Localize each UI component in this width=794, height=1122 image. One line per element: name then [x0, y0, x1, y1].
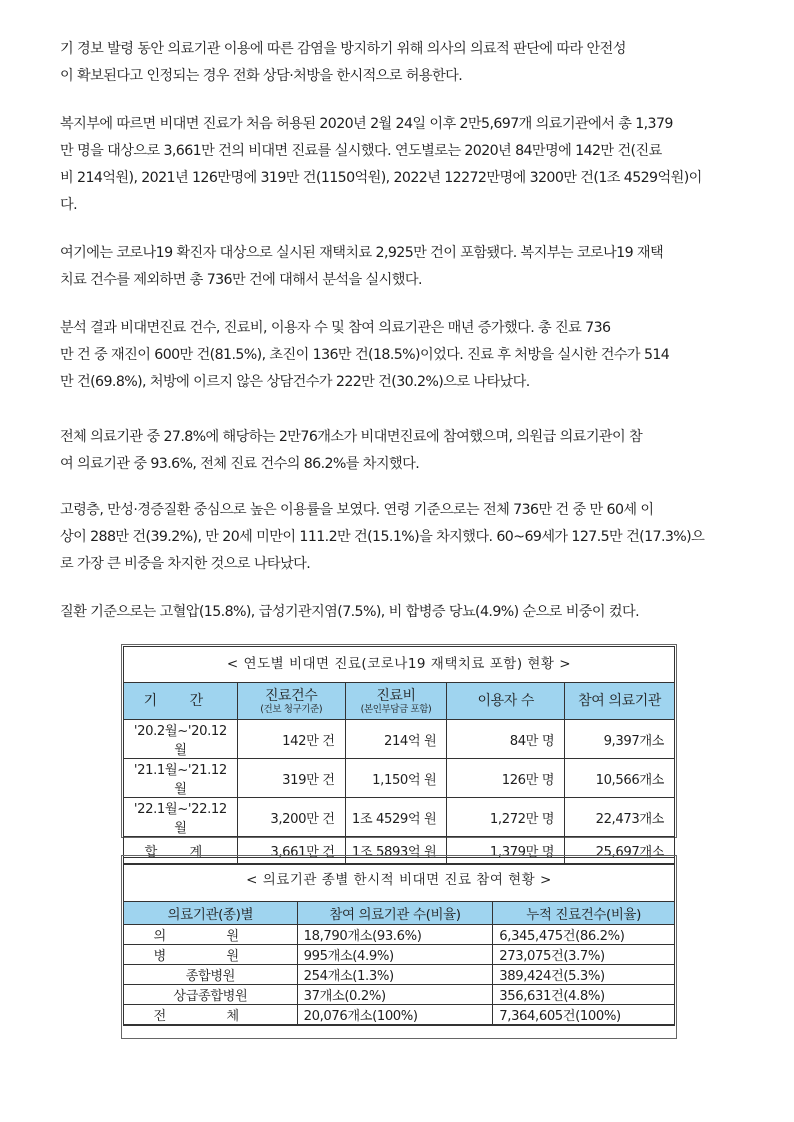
header-type: 의료기관(종)별	[124, 902, 298, 925]
text-line: 만 건(69.8%), 처방에 이르지 않은 상담건수가 222만 건(30.2%)으로 나타났다.	[60, 374, 530, 390]
table1-caption: < 연도별 비대면 진료(코로나19 재택치료 포함) 현황 >	[123, 646, 675, 682]
table-header-row	[124, 902, 675, 925]
text-line: 비 214억원), 2021년 126만명에 319만 건(1150억원), 2022년 12272만명에 3200만 건(1조 4529억원)이	[60, 170, 702, 186]
cell-period: 합 계	[124, 837, 238, 865]
cell-type: 병 원	[124, 945, 298, 965]
cell-type: 상급종합병원	[124, 985, 298, 1005]
text-line: 복지부에 따르면 비대면 진료가 처음 허용된 2020년 2월 24일 이후 2만5,697개 의료기관에서 총 1,379	[60, 116, 673, 132]
cell-institutions: 22,473개소	[565, 798, 675, 837]
table-row	[124, 759, 675, 798]
paragraph-6	[60, 497, 750, 578]
cell-cumulative: 6,345,475건(86.2%)	[493, 925, 675, 945]
cell-users: 84만 명	[447, 720, 565, 759]
cell-type: 의 원	[124, 925, 298, 945]
text-line: 여기에는 코로나19 확진자 대상으로 실시된 재택치료 2,925만 건이 포함됐다. 복지부는 코로나19 재택	[60, 245, 664, 261]
cell-type: 전 체	[124, 1005, 298, 1026]
header-cumulative: 누적 진료건수(비율)	[493, 902, 675, 925]
header-cost: 진료비 (본인부담금 포함)	[345, 683, 447, 720]
cell-participating: 254개소(1.3%)	[297, 965, 493, 985]
paragraph-5	[60, 424, 750, 478]
cell-cumulative: 7,364,605건(100%)	[493, 1005, 675, 1026]
text-line: 이 확보된다고 인정되는 경우 전화 상담·처방을 한시적으로 허용한다.	[60, 68, 463, 84]
paragraph-2	[60, 111, 750, 219]
cell-institutions: 25,697개소	[565, 837, 675, 865]
text-line: 상이 288만 건(39.2%), 만 20세 미만이 111.2만 건(15.1%)을 차지했다. 60~69세가 127.5만 건(17.3%)으	[60, 529, 705, 545]
table-row	[124, 945, 675, 965]
cell-visits: 319만 건	[237, 759, 345, 798]
table-header-row	[124, 683, 675, 720]
text-line: 질환 기준으로는 고혈압(15.8%), 급성기관지염(7.5%), 비 합병증 당뇨(4.9%) 순으로 비중이 컸다.	[60, 604, 640, 620]
cell-participating: 20,076개소(100%)	[297, 1005, 493, 1026]
text-line: 기 경보 발령 동안 의료기관 이용에 따른 감염을 방지하기 위해 의사의 의료적 판단에 따라 안전성	[60, 41, 626, 57]
text-line: 전체 의료기관 중 27.8%에 해당하는 2만76개소가 비대면진료에 참여했으며, 의원급 의료기관이 참	[60, 429, 643, 445]
paragraph-3	[60, 240, 750, 294]
text-line: 치료 건수를 제외하면 총 736만 건에 대해서 분석을 실시했다.	[60, 272, 422, 288]
cell-institutions: 10,566개소	[565, 759, 675, 798]
cell-period: '20.2월~'20.12월	[124, 720, 238, 759]
header-users: 이용자 수	[447, 683, 565, 720]
table-row	[124, 925, 675, 945]
cell-visits: 3,661만 건	[237, 837, 345, 865]
cell-cumulative: 273,075건(3.7%)	[493, 945, 675, 965]
text-line: 분석 결과 비대면진료 건수, 진료비, 이용자 수 및 참여 의료기관은 매년 증가했다. 총 진료 736	[60, 320, 611, 336]
text-line: 여 의료기관 중 93.6%, 전체 진료 건수의 86.2%를 차지했다.	[60, 456, 420, 472]
table-total-row	[124, 1005, 675, 1026]
cell-cost: 214억 원	[345, 720, 447, 759]
cell-participating: 37개소(0.2%)	[297, 985, 493, 1005]
table2-caption: < 의료기관 종별 한시적 비대면 진료 참여 현황 >	[123, 857, 675, 901]
yearly-telemedicine-table	[123, 682, 675, 865]
paragraph-7	[60, 599, 750, 626]
institution-type-table	[123, 901, 675, 1026]
header-period: 기 간	[124, 683, 238, 720]
text-line: 고령층, 만성·경증질환 중심으로 높은 이용률을 보였다. 연령 기준으로는 전체 736만 건 중 만 60세 이	[60, 502, 654, 518]
cell-cost: 1조 4529억 원	[345, 798, 447, 837]
cell-cumulative: 356,631건(4.8%)	[493, 985, 675, 1005]
cell-cumulative: 389,424건(5.3%)	[493, 965, 675, 985]
text-line: 만 명을 대상으로 3,661만 건의 비대면 진료를 실시했다. 연도별로는 2020년 84만명에 142만 건(진료	[60, 143, 662, 159]
text-line: 로 가장 큰 비중을 차지한 것으로 나타났다.	[60, 556, 311, 572]
cell-period: '22.1월~'22.12월	[124, 798, 238, 837]
text-line: 만 건 중 재진이 600만 건(81.5%), 초진이 136만 건(18.5%)이었다. 진료 후 처방을 실시한 건수가 514	[60, 347, 670, 363]
cell-participating: 995개소(4.9%)	[297, 945, 493, 965]
paragraph-4	[60, 315, 750, 396]
paragraph-1	[60, 36, 750, 90]
cell-institutions: 9,397개소	[565, 720, 675, 759]
header-visits: 진료건수 (건보 청구기준)	[237, 683, 345, 720]
cell-users: 1,379만 명	[447, 837, 565, 865]
cell-type: 종합병원	[124, 965, 298, 985]
table-row	[124, 720, 675, 759]
table-row	[124, 798, 675, 837]
table-row	[124, 965, 675, 985]
cell-participating: 18,790개소(93.6%)	[297, 925, 493, 945]
cell-users: 1,272만 명	[447, 798, 565, 837]
cell-visits: 3,200만 건	[237, 798, 345, 837]
header-participating: 참여 의료기관 수(비율)	[297, 902, 493, 925]
header-institutions: 참여 의료기관	[565, 683, 675, 720]
text-line: 다.	[60, 197, 78, 213]
cell-period: '21.1월~'21.12월	[124, 759, 238, 798]
cell-cost: 1조 5893억 원	[345, 837, 447, 865]
cell-cost: 1,150억 원	[345, 759, 447, 798]
cell-visits: 142만 건	[237, 720, 345, 759]
table-row	[124, 985, 675, 1005]
cell-users: 126만 명	[447, 759, 565, 798]
